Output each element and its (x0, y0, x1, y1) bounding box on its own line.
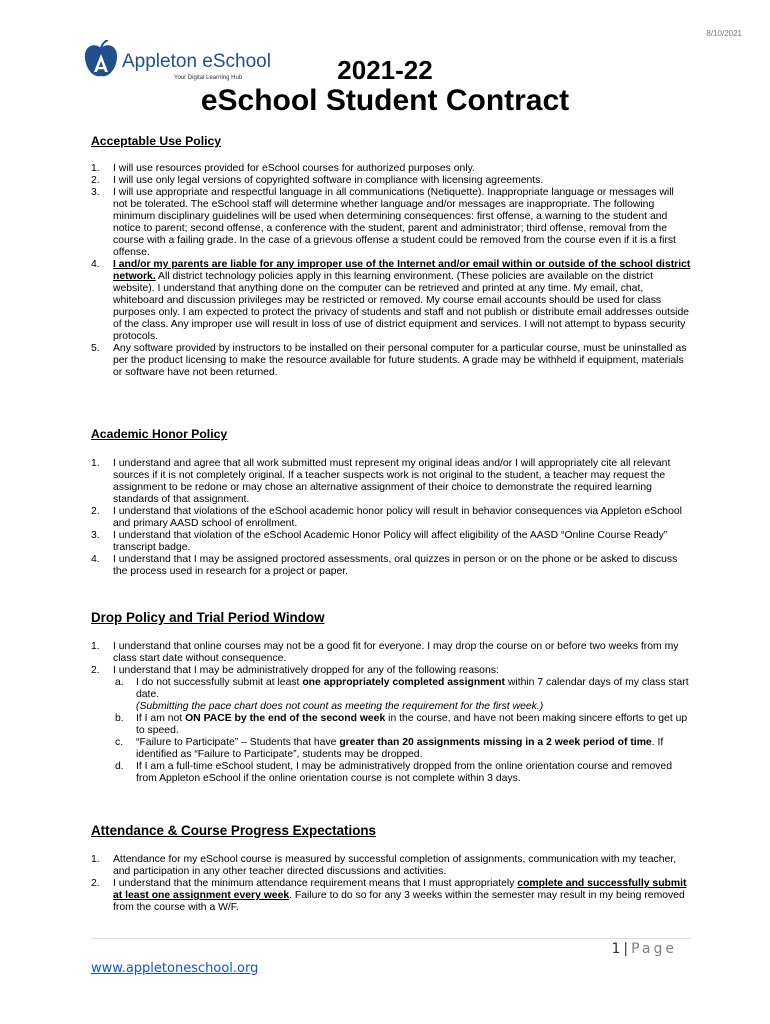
list-item: 5. Any software provided by instructors to be installed on their personal computer for a particular course, must be uninstalled as per the product licensing to make the resource available for future students. A grade may be withheld if equipment, materials or software have not been returned. (91, 343, 687, 378)
sub-list-item: d. If I am a full-time eSchool student, I may be administratively dropped from the online orientation course and removed from Appleton eSchool if the online orientation course is not complete within 3 days. (115, 761, 672, 784)
page-number: 1 | Page (611, 941, 677, 957)
list-item: 4. I and/or my parents are liable for any improper use of the Internet and/or email within or outside of the school district network. All district technology policies apply in this learning environment. (These policies are available on the district website). I understand that anything done on the computer can be retrieved and printed at any time. My email, chat, whiteboard and discussion privileges may be restricted or removed. My course email accounts should be used for class purposes only. I am expected to protect the privacy of students and staff and not publish or distribute email addresses outside of the class. Any improper use will result in loss of use of district equipment and services. I will not attempt to bypass security protocols. (91, 259, 691, 342)
section-heading: Drop Policy and Trial Period Window (91, 610, 325, 625)
logo-text: Appleton eSchool (122, 51, 271, 72)
list-item: 1. I will use resources provided for eSchool courses for authorized purposes only. (91, 163, 475, 174)
print-date: 8/10/2021 (706, 29, 742, 38)
list-item: 2. I understand that I may be administratively dropped for any of the following reasons: a. I do not successfully submit at least one appropriately completed assignment within 7 calendar days of my class start date. (Submitting the pace chart does not count as meeting the requirement for the first week.) b. If I am not ON PACE by the end of the second week in the course, and have not been making sincere efforts to get up to speed. c. “Failure to Participate” – Students that have greater than 20 assignments missing in a 2 week period of time. If identified as “Failure to Participate”, students may be dropped. d. If I am a full-time eSchool student, I may be administratively dropped from the online orientation course and removed from Appleton eSchool if the online orientation course is not complete within 3 days. (91, 665, 691, 785)
list-item: 1. Attendance for my eSchool course is measured by successful completion of assignments, communication with my teacher, and participation in any other teacher directed discussions and activities. (91, 854, 677, 877)
website-link[interactable]: www.appletoneschool.org (91, 961, 259, 976)
list-item: 2. I will use only legal versions of copyrighted software in compliance with licensing agreements. (91, 175, 544, 186)
list-item: 2. I understand that violations of the eSchool academic honor policy will result in behavior consequences via Appleton eSchool and primary AASD school of enrollment. (91, 506, 682, 529)
sub-list-item: c. “Failure to Participate” – Students that have greater than 20 assignments missing in a 2 week period of time. If identified as “Failure to Participate”, students may be dropped. (115, 737, 664, 760)
sub-list-item: a. I do not successfully submit at least one appropriately completed assignment within 7 calendar days of my class start date. (Submitting the pace chart does not count as meeting the requirement for the first week.) (115, 677, 689, 712)
document-year: 2021-22 (337, 55, 433, 85)
acceptable-use-section (91, 134, 691, 379)
drop-policy-section (91, 610, 691, 785)
list-item: 1. I understand that online courses may not be a good fit for everyone. I may drop the course on or before two weeks from my class start date without consequence. (91, 641, 679, 664)
list-item: 2. I understand that the minimum attendance requirement means that I must appropriately complete and successfully submit at least one assignment every week. Failure to do so for any 3 weeks within the semester may result in my being removed from the course with a W/F. (91, 878, 687, 913)
attendance-section (91, 823, 691, 914)
section-heading: Acceptable Use Policy (91, 134, 222, 148)
logo-tagline: Your Digital Learning Hub (174, 75, 243, 81)
list-item: 4. I understand that I may be assigned proctored assessments, oral quizzes in person or on the phone or be asked to discuss the process used in research for a project or paper. (91, 554, 678, 577)
academic-honor-section (91, 427, 691, 578)
document-title: eSchool Student Contract (200, 84, 570, 117)
section-heading: Academic Honor Policy (91, 427, 228, 441)
list-item: 1. I understand and agree that all work submitted must represent my original ideas and/or I will appropriately cite all relevant sources if it is not completely original. If a teacher suspects work is not original to the student, a teacher may request the assignment to be redone or may chose an alternative assignment of their choice to demonstrate the required learning standards of that assignment. (91, 458, 671, 505)
list-item: 3. I understand that violation of the eSchool Academic Honor Policy will affect eligibility of the AASD “Online Course Ready” transcript badge. (91, 530, 668, 553)
section-heading: Attendance & Course Progress Expectations (91, 823, 377, 838)
footer-divider (91, 938, 691, 939)
list-item: 3. I will use appropriate and respectful language in all communications (Netiquette). Inappropriate language or messages will not be tolerated. The eSchool staff will determine whether language and/or messages are inappropriate. The following minimum disciplinary guidelines will be used when determining consequences: first offense, a warning to the student and notice to parent; second offense, a conference with the student, parent and administrator; third offense, removal from the course with a failing grade. In the case of a grievous offense a student could be removed from the course even if it is a first offense. (91, 187, 676, 258)
sub-list-item: b. If I am not ON PACE by the end of the second week in the course, and have not been making sincere efforts to get up to speed. (115, 713, 688, 736)
